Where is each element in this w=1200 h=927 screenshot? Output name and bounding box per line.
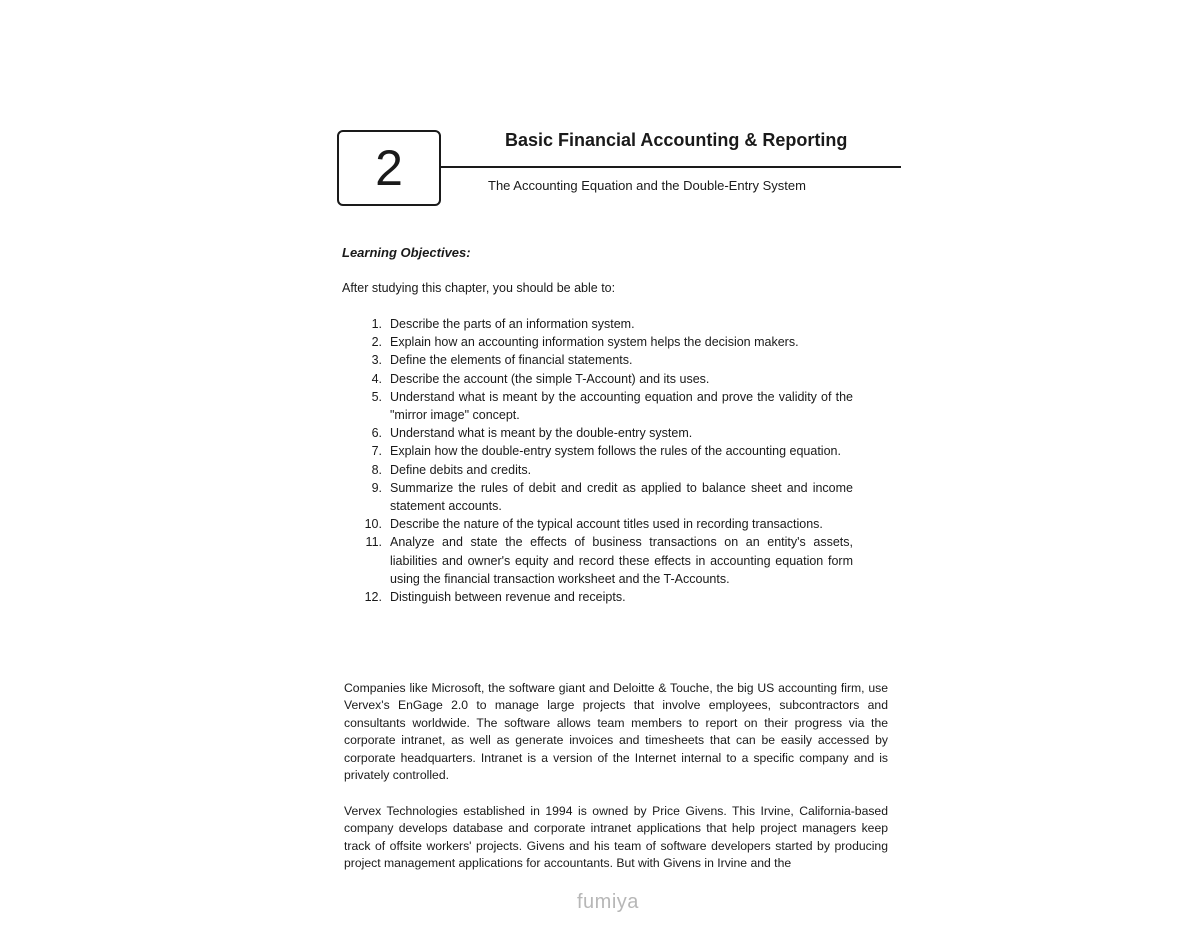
item-number: 9. <box>371 480 382 495</box>
item-number: 10. <box>364 517 382 532</box>
chapter-title: Basic Financial Accounting & Reporting <box>505 130 848 150</box>
item-text: Explain how an accounting information system helps the decision makers. <box>390 335 799 350</box>
item-number: 1. <box>371 317 382 331</box>
item-number: 4. <box>371 371 382 386</box>
item-number: 6. <box>371 426 382 441</box>
list-item <box>358 533 853 588</box>
learning-objectives-list <box>358 315 853 606</box>
list-item <box>358 388 853 424</box>
list-item <box>358 442 853 460</box>
list-item <box>358 479 853 515</box>
chapter-subtitle: The Accounting Equation and the Double-Entry System <box>488 178 806 193</box>
item-number: 12. <box>364 590 382 605</box>
list-item <box>358 588 853 606</box>
list-item <box>358 461 853 479</box>
item-text: Define the elements of financial statements. <box>390 353 633 368</box>
item-text: Understand what is meant by the double-entry system. <box>390 426 693 441</box>
list-item <box>358 370 853 388</box>
learning-objectives-intro: After studying this chapter, you should be able to: <box>342 281 616 295</box>
item-text: Analyze and state the effects of business transactions on an entity's assets, liabilities and owner's equity and record these effects in accounting equation form using the financial transaction worksheet and the T-Accounts. <box>390 535 853 586</box>
item-number: 2. <box>371 335 382 350</box>
body-paragraph-microsoft: Companies like Microsoft, the software giant and Deloitte & Touche, the big US accounting firm, use Vervex's EnGage 2.0 to manage large projects that involve employees, subcontractors and consultants worldwide. The software allows team members to report on their progress via the corporate intranet, as well as generate invoices and timesheets that can be easily accessed by corporate headquarters. Intranet is a version of the Internet internal to a specific company and is privately controlled. <box>344 681 888 783</box>
item-number: 7. <box>371 444 382 459</box>
item-text: Distinguish between revenue and receipts. <box>390 590 626 605</box>
item-text: Understand what is meant by the accounting equation and prove the validity of the "mirror image" concept. <box>390 389 853 423</box>
item-number: 5. <box>371 389 382 404</box>
list-item <box>358 333 853 351</box>
title-divider <box>441 166 901 168</box>
list-item <box>358 515 853 533</box>
item-text: Describe the nature of the typical account titles used in recording transactions. <box>390 517 823 532</box>
watermark: fumiya <box>577 891 639 913</box>
item-text: Explain how the double-entry system follows the rules of the accounting equation. <box>390 444 841 459</box>
item-text: Describe the account (the simple T-Account) and its uses. <box>390 371 710 386</box>
list-item <box>358 424 853 442</box>
item-number: 8. <box>371 462 382 477</box>
item-number: 11. <box>365 535 382 550</box>
chapter-number-box: 2 <box>337 130 441 206</box>
list-item <box>358 351 853 369</box>
learning-objectives-heading: Learning Objectives: <box>342 245 471 260</box>
list-item <box>358 315 853 333</box>
item-text: Define debits and credits. <box>390 462 532 477</box>
item-text: Describe the parts of an information system. <box>390 317 635 331</box>
item-text: Summarize the rules of debit and credit as applied to balance sheet and income statement accounts. <box>390 480 853 514</box>
item-number: 3. <box>371 353 382 368</box>
body-paragraph-vervex: Vervex Technologies established in 1994 is owned by Price Givens. This Irvine, California-based company develops database and corporate intranet applications that help project managers keep track of offsite workers' projects. Givens and his team of software developers started by producing project management applications for accountants. But with Givens in Irvine and the <box>344 804 888 871</box>
